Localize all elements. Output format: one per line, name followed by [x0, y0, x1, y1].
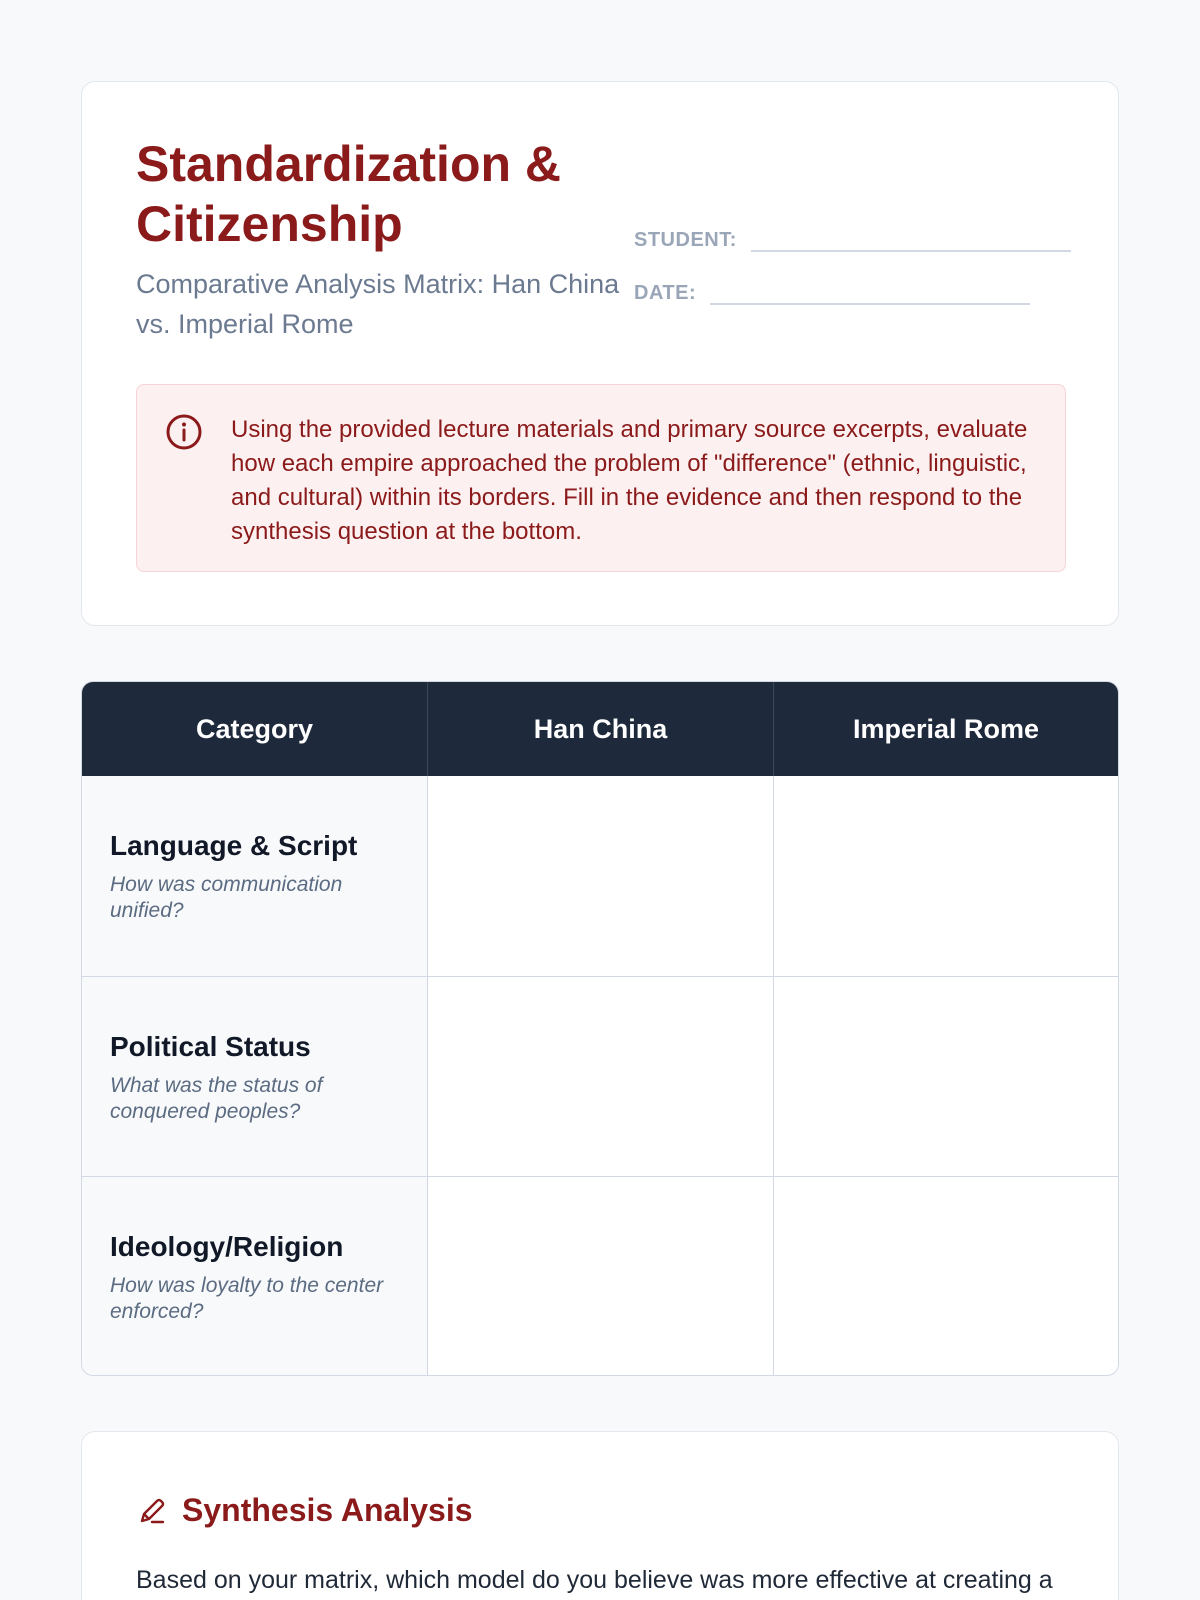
han-china-answer-cell[interactable] — [427, 977, 773, 1176]
column-header-han-china: Han China — [427, 682, 773, 776]
matrix-body — [82, 776, 1118, 1376]
imperial-rome-answer-cell[interactable] — [773, 1177, 1118, 1376]
category-question: How was communication unified? — [110, 873, 343, 922]
category-name: Political Status — [110, 1030, 311, 1062]
table-row — [82, 976, 1118, 1176]
synthesis-card — [81, 1431, 1119, 1600]
han-china-answer-cell[interactable] — [427, 1177, 773, 1376]
date-input-line[interactable] — [710, 281, 1030, 305]
synthesis-header — [136, 1492, 473, 1529]
student-input-line[interactable] — [751, 228, 1071, 252]
category-cell — [82, 776, 427, 976]
column-header-category: Category — [195, 713, 314, 744]
category-question: What was the status of conquered peoples? — [110, 1073, 323, 1123]
imperial-rome-answer-cell[interactable] — [773, 977, 1118, 1176]
instructions-text: Using the provided lecture materials and primary source excerpts, evaluate how each empire approached the problem of "difference" (ethnic, linguistic, and cultural) within its borders. Fill in the evidence and then respond to the synthesis question at the bottom. — [231, 416, 1028, 545]
category-question: How was loyalty to the center enforced? — [110, 1273, 384, 1323]
han-china-answer-cell[interactable] — [427, 776, 773, 976]
column-header-imperial-rome: Imperial Rome — [773, 682, 1118, 776]
category-cell — [82, 977, 427, 1176]
table-row — [82, 1176, 1118, 1376]
category-cell — [82, 1177, 427, 1376]
student-label: STUDENT: — [634, 229, 737, 251]
matrix-header — [82, 682, 1118, 776]
info-icon — [165, 413, 203, 451]
imperial-rome-answer-cell[interactable] — [773, 776, 1118, 976]
table-row — [82, 776, 1118, 976]
date-label: DATE: — [634, 282, 697, 304]
synthesis-title: Synthesis Analysis — [182, 1492, 473, 1528]
page-title: Standardization & Citizenship — [136, 136, 562, 252]
category-name: Ideology/Religion — [110, 1230, 344, 1262]
student-field-row — [634, 220, 1071, 252]
comparison-matrix — [81, 681, 1119, 1376]
category-name: Language & Script — [110, 830, 358, 861]
date-field-row — [634, 273, 1030, 305]
header-card — [81, 81, 1119, 626]
synthesis-prompt: Based on your matrix, which model do you believe was more effective at creating a — [136, 1566, 1053, 1594]
instructions-callout — [136, 384, 1066, 572]
pencil-icon — [136, 1495, 168, 1527]
page-subtitle: Comparative Analysis Matrix: Han China vs. Imperial Rome — [136, 269, 620, 339]
